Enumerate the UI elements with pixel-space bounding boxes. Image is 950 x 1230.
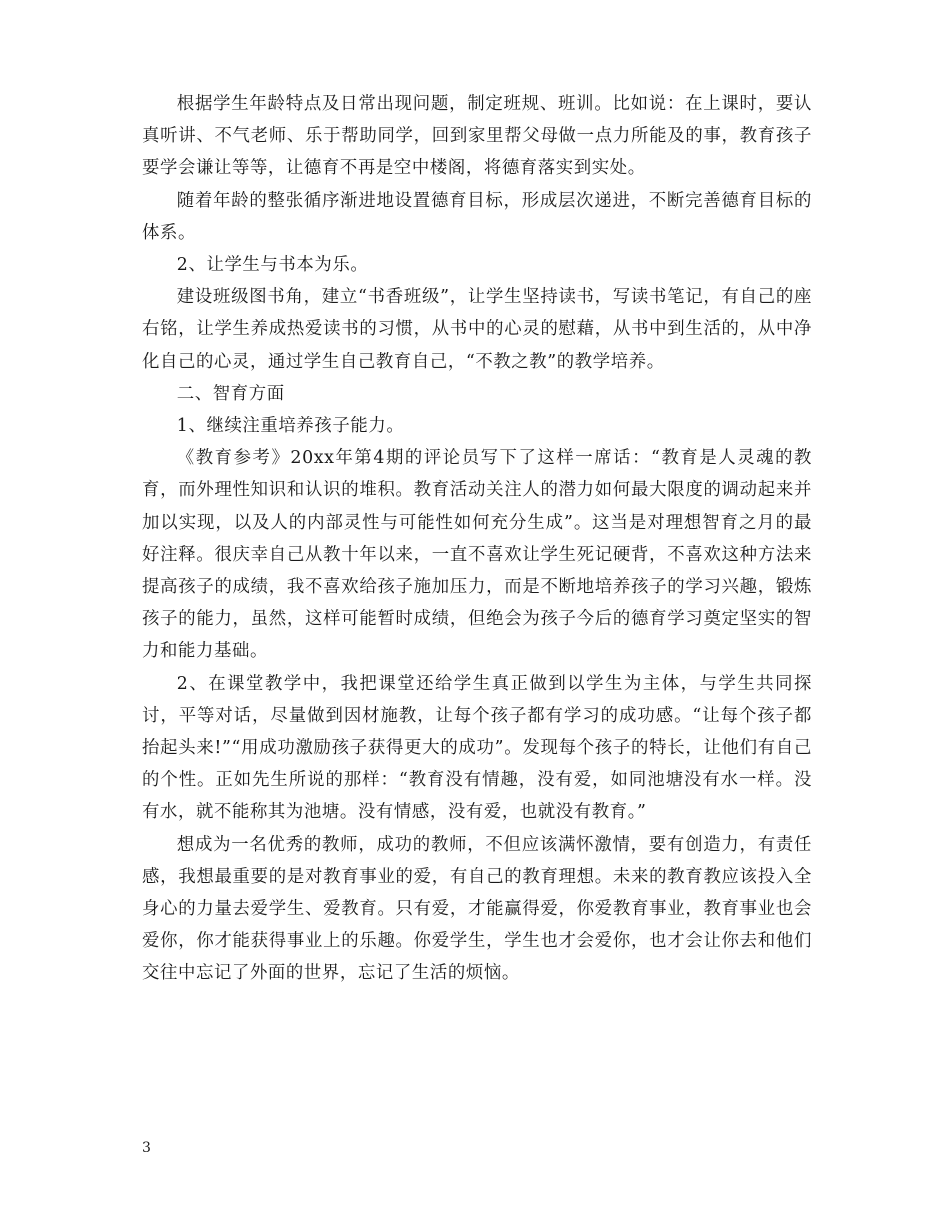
paragraph-excellent-teacher: 想成为一名优秀的教师，成功的教师，不但应该满怀激情，要有创造力，有责任感，我想最重要的是对教育事业的爱，有自己的教育理想。未来的教育教应该投入全身心的力量去爱学生、爱教育。只有爱，才能赢得爱，你爱教育事业，教育事业也会爱你，你才能获得事业上的乐趣。你爱学生，学生也才会爱你，也才会让你去和他们交往中忘记了外面的世界，忘记了生活的烦恼。 — [142, 834, 812, 984]
paragraph-education-reference: 《教育参考》20xx年第4期的评论员写下了这样一席话：“教育是人灵魂的教育，而外理性知识和认识的堆积。教育活动关注人的潜力如何最大限度的调动起来并加以实现，以及人的内部灵性与可能性如何充分生成”。这当是对理想智育之月的最好注释。很庆幸自己从教十年以来，一直不喜欢让学生死记硬背，不喜欢这种方法来提高孩子的成绩，我不喜欢给孩子施加压力，而是不断地培养孩子的学习兴趣，锻炼孩子的能力，虽然，这样可能暂时成绩，但绝会为孩子今后的德育学习奠定坚实的智力和能力基础。 — [142, 448, 812, 662]
heading-reading-joy: 2、让学生与书本为乐。 — [176, 255, 369, 276]
page-number: 3 — [142, 1140, 151, 1156]
paragraph-book-corner: 建设班级图书角，建立“书香班级”，让学生坚持读书，写读书笔记，有自己的座右铭，让学生养成热爱读书的习惯，从书中的心灵的慰藉，从书中到生活的，从中净化自己的心灵，通过学生自己教育自己，“不教之教”的教学培养。 — [142, 287, 812, 372]
paragraph-moral-goals: 随着年龄的整张循序渐进地设置德育目标，形成层次递进，不断完善德育目标的体系。 — [142, 190, 812, 243]
page-body — [142, 88, 812, 990]
section-heading-intellectual: 二、智育方面 — [176, 383, 285, 404]
paragraph-class-rules: 根据学生年龄特点及日常出现问题，制定班规、班训。比如说：在上课时，要认真听讲、不气老师、乐于帮助同学，回到家里帮父母做一点力所能及的事，教育孩子要学会谦让等等，让德育不再是空中楼阁，将德育落实到实处。 — [142, 94, 812, 179]
paragraph-classroom-teaching: 2、在课堂教学中，我把课堂还给学生真正做到以学生为主体，与学生共同探讨，平等对话，尽量做到因材施教，让每个孩子都有学习的成功感。“让每个孩子都抬起头来!”“用成功激励孩子获得更大的成功”。发现每个孩子的特长，让他们有自己的个性。正如先生所说的那样：“教育没有情趣，没有爱，如同池塘没有水一样。没有水，就不能称其为池塘。没有情感，没有爱，也就没有教育。” — [142, 673, 812, 823]
heading-ability-training: 1、继续注重培养孩子能力。 — [176, 416, 405, 437]
